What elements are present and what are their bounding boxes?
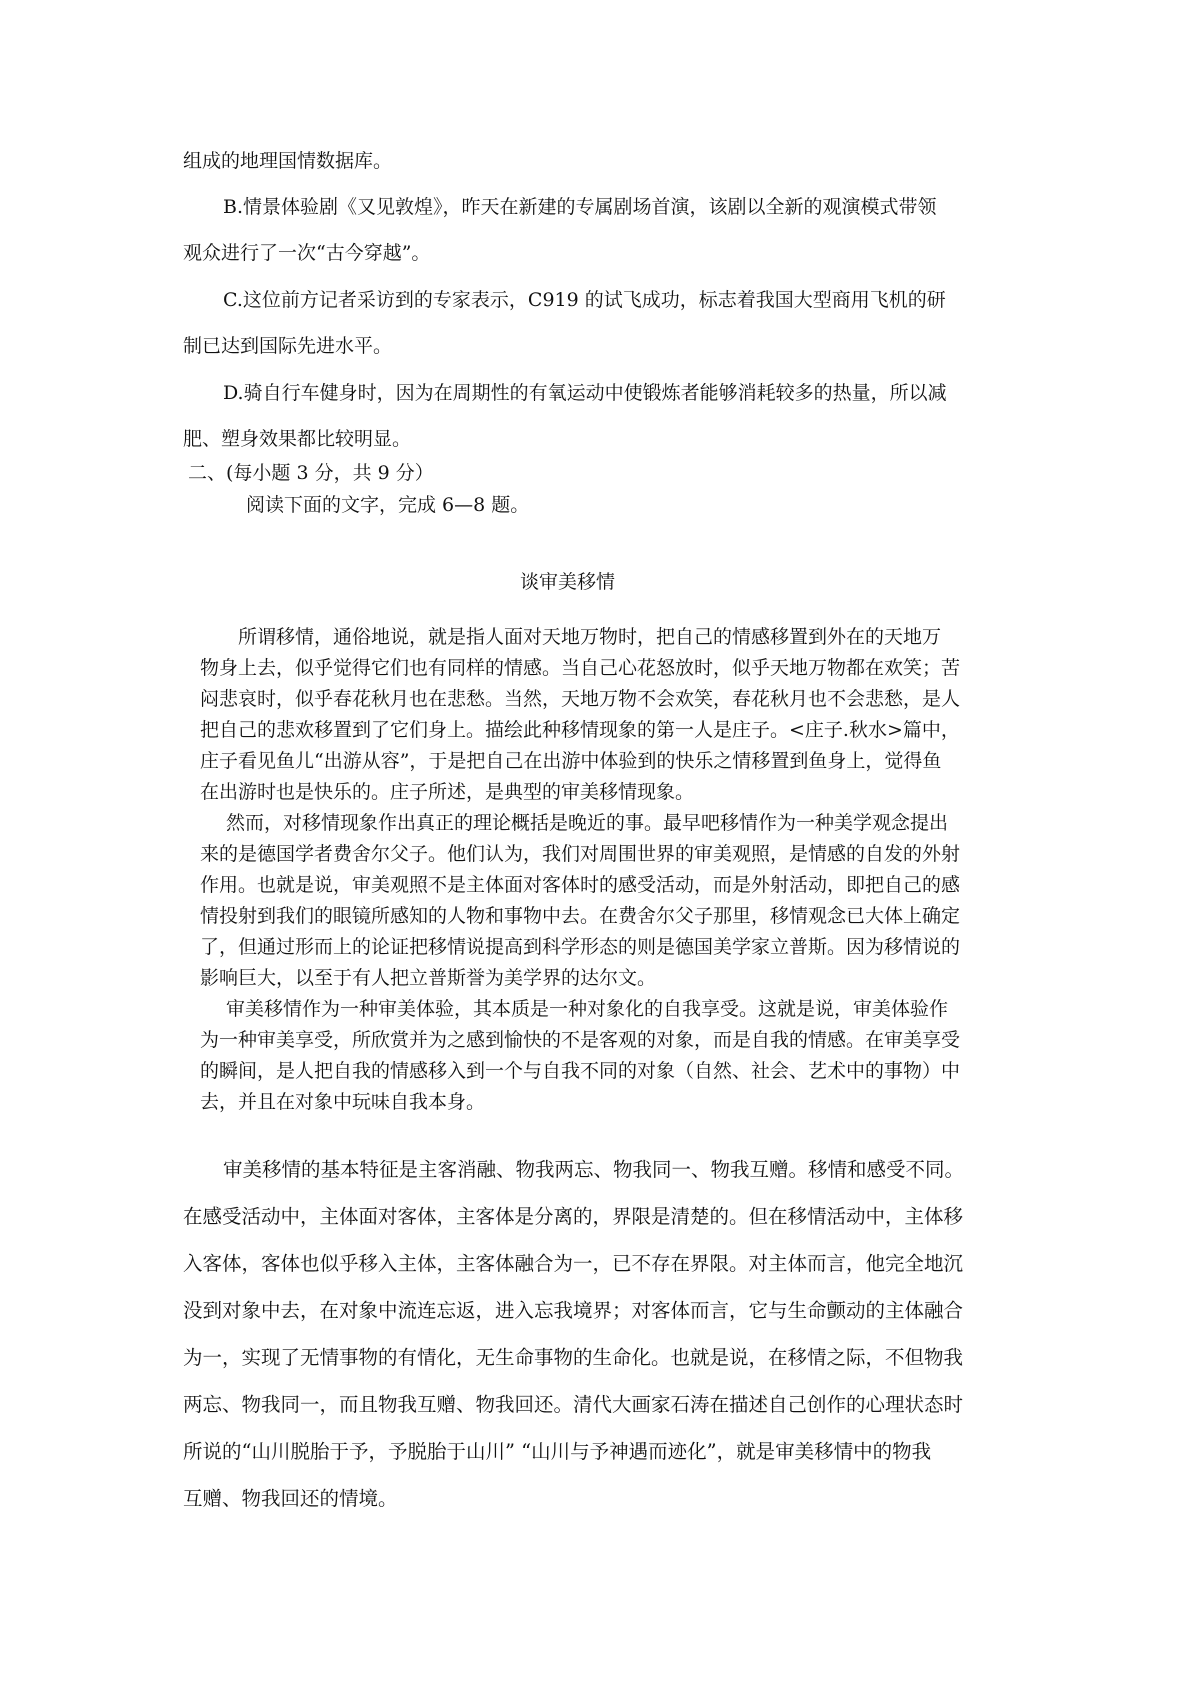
paragraph-line: 把自己的悲欢移置到了它们身上。描绘此种移情现象的第一人是庄子。<庄子.秋水>篇中， bbox=[200, 719, 960, 741]
paragraph-line: 物身上去，似乎觉得它们也有同样的情感。当自己心花怒放时，似乎天地万物都在欢笑；苦 bbox=[200, 657, 961, 679]
paragraph-line: 了，但通过形而上的论证把移情说提高到科学形态的则是德国美学家立普斯。因为移情说的 bbox=[200, 936, 961, 958]
paragraph-line: 在出游时也是快乐的。庄子所述，是典型的审美移情现象。 bbox=[200, 781, 695, 803]
paragraph-line: 两忘、物我同一，而且物我互赠、物我回还。清代大画家石涛在描述自己创作的心理状态时 bbox=[183, 1393, 964, 1416]
section-heading: 二、(每小题 3 分，共 9 分） bbox=[188, 462, 434, 484]
section-instruction: 阅读下面的文字，完成 6—8 题。 bbox=[246, 494, 530, 516]
option-b-line1: B.情景体验剧《又见敦煌》，昨天在新建的专属剧场首演，该剧以全新的观演模式带领 bbox=[223, 196, 937, 218]
paragraph-line: 的瞬间，是人把自我的情感移入到一个与自我不同的对象（自然、社会、艺术中的事物）中 bbox=[200, 1060, 961, 1082]
paragraph-line: 庄子看见鱼儿“出游从容”，于是把自己在出游中体验到的快乐之情移置到鱼身上，觉得鱼 bbox=[200, 750, 942, 772]
paragraph-line: 所说的“山川脱胎于予，予脱胎于山川” “山川与予神遇而迹化”，就是审美移情中的物我 bbox=[183, 1440, 932, 1463]
paragraph-line: 为一种审美享受，所欣赏并为之感到愉快的不是客观的对象，而是自我的情感。在审美享受 bbox=[200, 1029, 961, 1051]
paragraph-line: 审美移情作为一种审美体验，其本质是一种对象化的自我享受。这就是说，审美体验作 bbox=[226, 998, 949, 1020]
option-c-line2: 制已达到国际先进水平。 bbox=[183, 335, 393, 357]
paragraph-line: 为一，实现了无情事物的有情化，无生命事物的生命化。也就是说，在移情之际，不但物我 bbox=[183, 1346, 964, 1369]
paragraph-line: 作用。也就是说，审美观照不是主体面对客体时的感受活动，而是外射活动，即把自己的感 bbox=[200, 874, 961, 896]
option-c-line1: C.这位前方记者采访到的专家表示，C919 的试飞成功，标志着我国大型商用飞机的研 bbox=[223, 289, 946, 311]
paragraph-line: 然而，对移情现象作出真正的理论概括是晚近的事。最早吧移情作为一种美学观念提出 bbox=[226, 812, 949, 834]
option-d-line2: 肥、塑身效果都比较明显。 bbox=[183, 428, 412, 450]
option-a-continuation: 组成的地理国情数据库。 bbox=[183, 150, 393, 172]
paragraph-line: 没到对象中去，在对象中流连忘返，进入忘我境界；对客体而言，它与生命颤动的主体融合 bbox=[183, 1299, 964, 1322]
paragraph-line: 来的是德国学者费舍尔父子。他们认为，我们对周围世界的审美观照，是情感的自发的外射 bbox=[200, 843, 961, 865]
paragraph-line: 互赠、物我回还的情境。 bbox=[183, 1487, 398, 1510]
paragraph-line: 闷悲哀时，似乎春花秋月也在悲愁。当然，天地万物不会欢笑，春花秋月也不会悲愁，是人 bbox=[200, 688, 961, 710]
paragraph-line: 入客体，客体也似乎移入主体，主客体融合为一，已不存在界限。对主体而言，他完全地沉 bbox=[183, 1252, 964, 1275]
paragraph-line: 在感受活动中，主体面对客体，主客体是分离的，界限是清楚的。但在移情活动中，主体移 bbox=[183, 1205, 964, 1228]
paragraph-line: 去，并且在对象中玩味自我本身。 bbox=[200, 1091, 486, 1113]
paragraph-line: 情投射到我们的眼镜所感知的人物和事物中去。在费舍尔父子那里，移情观念已大体上确定 bbox=[200, 905, 961, 927]
paragraph-line: 审美移情的基本特征是主客消融、物我两忘、物我同一、物我互赠。移情和感受不同。 bbox=[223, 1158, 965, 1181]
option-d-line1: D.骑自行车健身时，因为在周期性的有氧运动中使锻炼者能够消耗较多的热量，所以减 bbox=[223, 382, 947, 404]
paragraph-line: 影响巨大，以至于有人把立普斯誉为美学界的达尔文。 bbox=[200, 967, 657, 989]
paragraph-line: 所谓移情，通俗地说，就是指人面对天地万物时，把自己的情感移置到外在的天地万 bbox=[238, 626, 942, 648]
article-title: 谈审美移情 bbox=[520, 571, 616, 593]
option-b-line2: 观众进行了一次“古今穿越”。 bbox=[183, 242, 431, 264]
